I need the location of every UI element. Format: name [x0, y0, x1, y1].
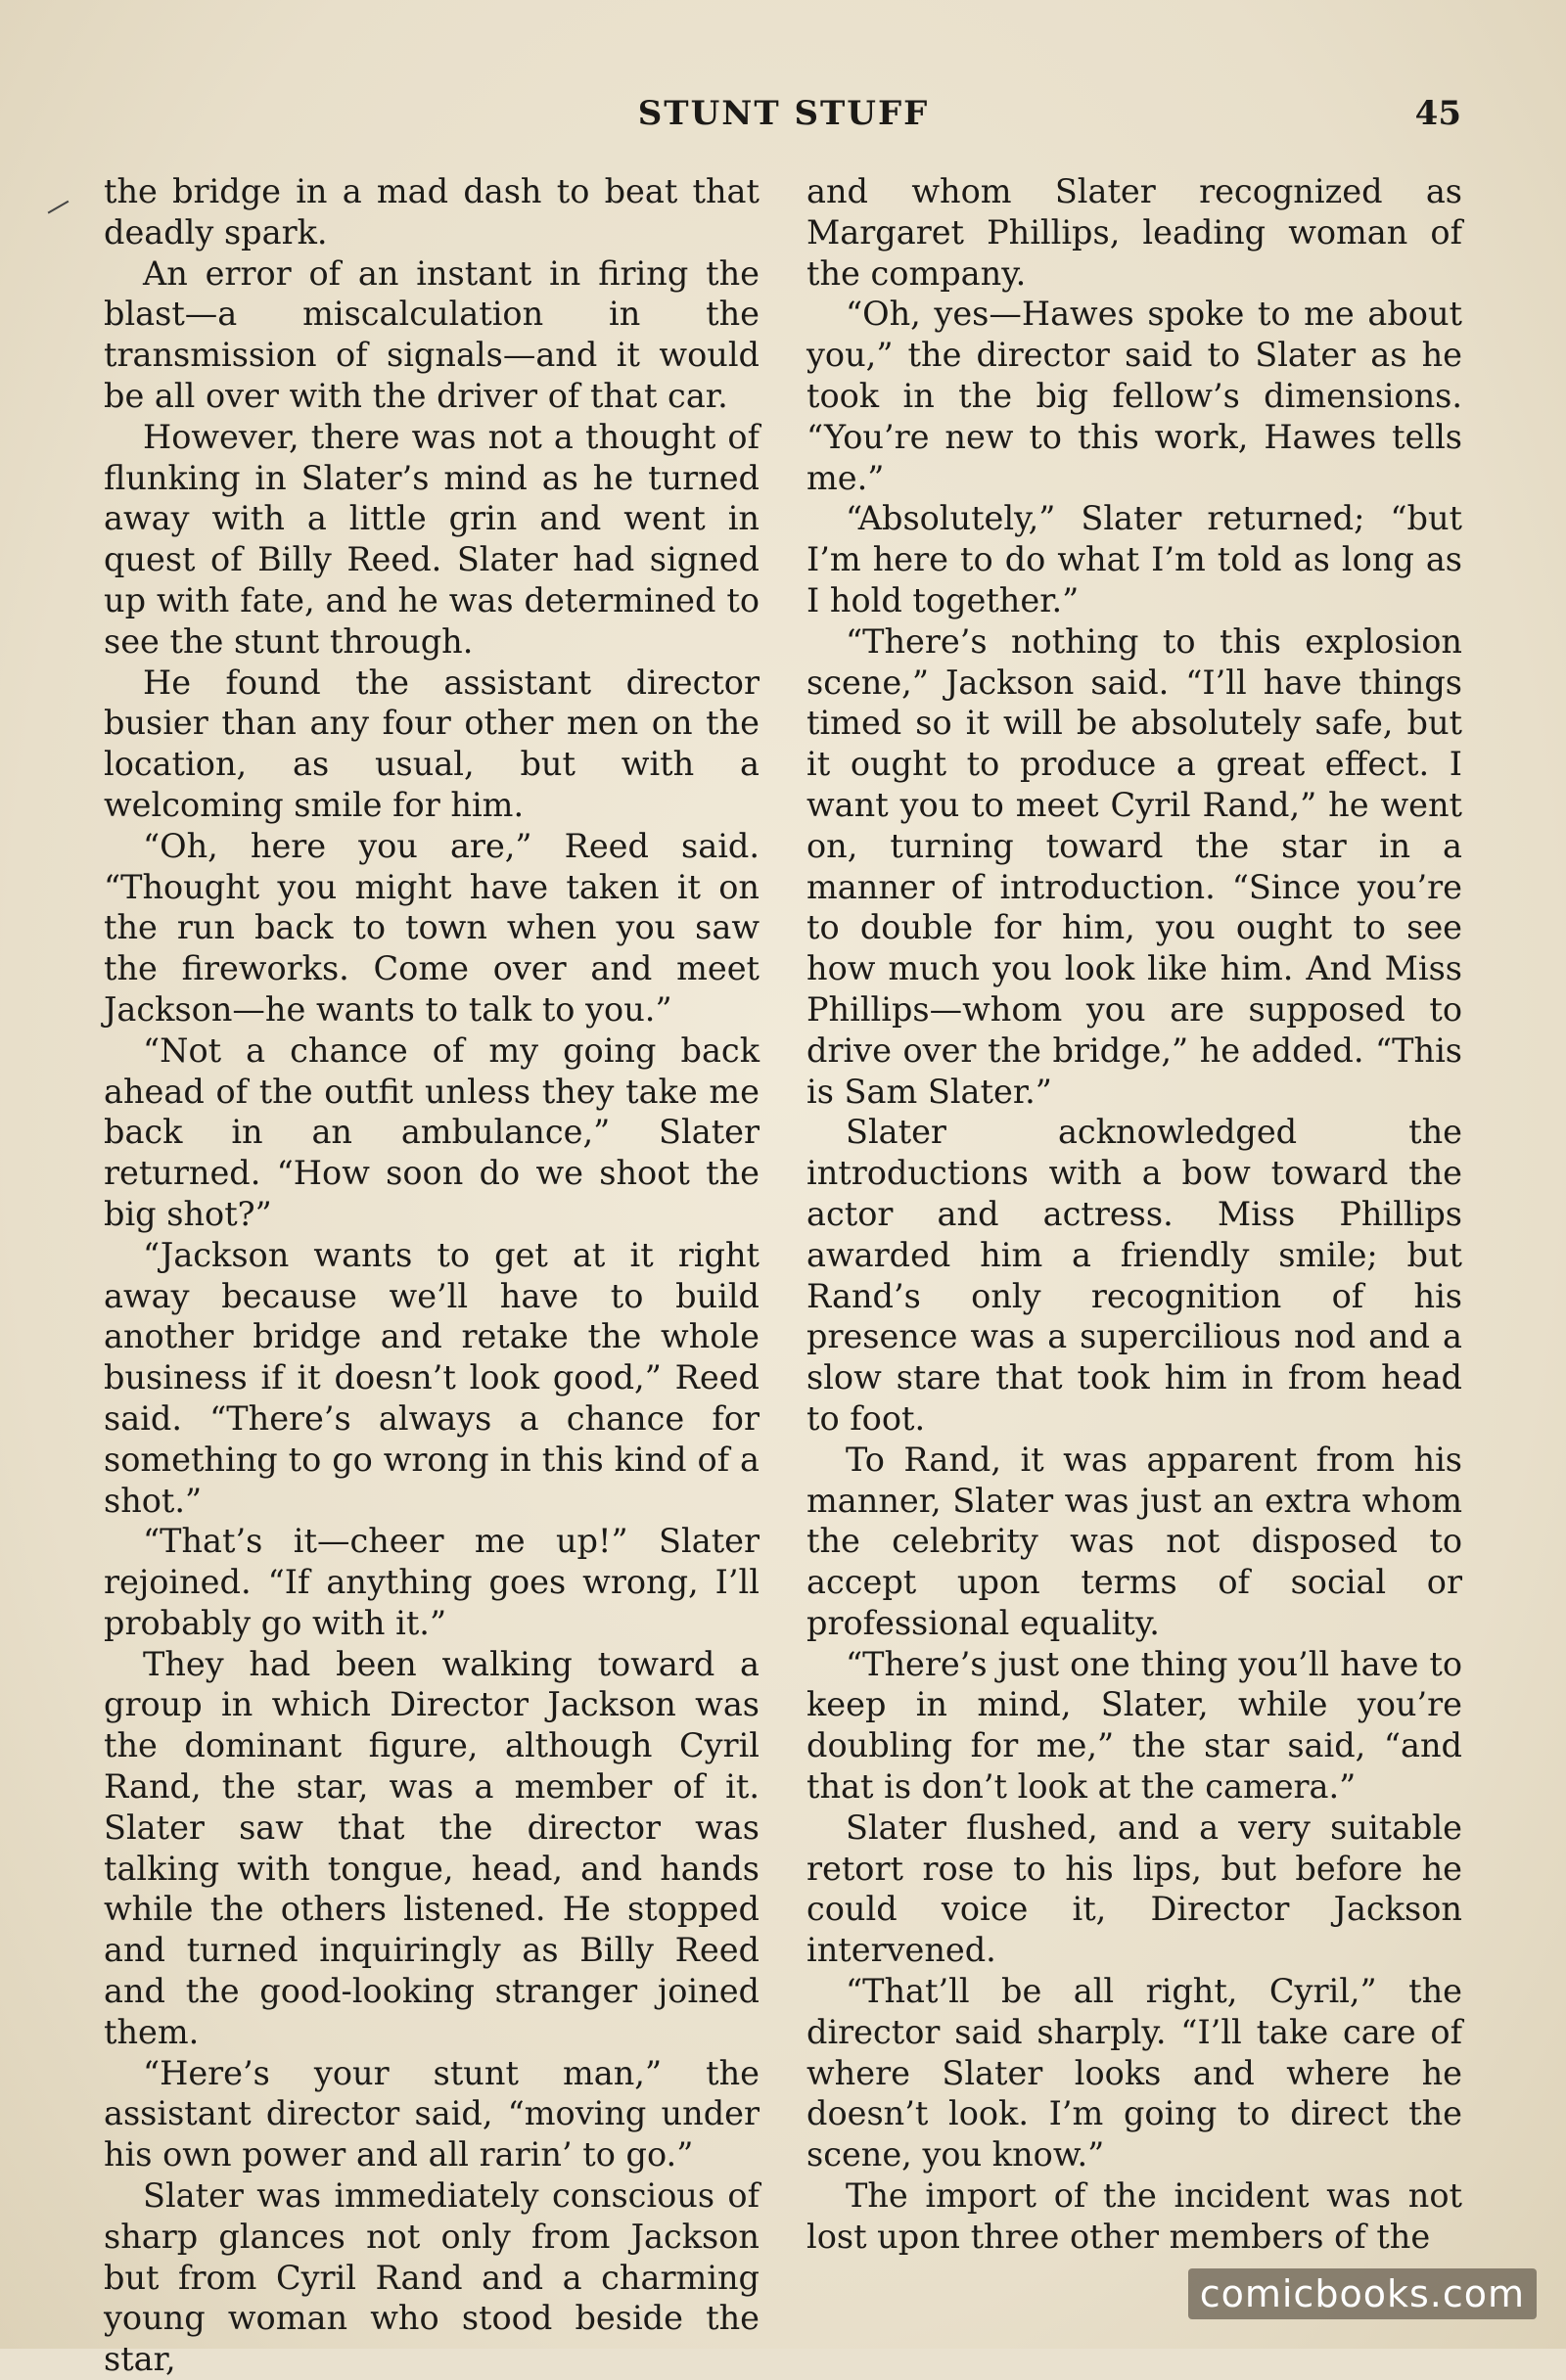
paragraph: the bridge in a mad dash to beat that deadly spark.: [104, 172, 760, 252]
paragraph: However, there was not a thought of flunking in Slater’s mind as he turned away with a little grin and went in quest of Billy Reed. Slater had signed up with fate, and he was determined to see the stunt through.: [104, 417, 760, 661]
right-column: [806, 171, 1462, 2258]
pencil-mark: [48, 201, 74, 222]
paragraph: Slater was immediately conscious of sharp glances not only from Jackson but from Cyril Rand and a charming young woman who stood beside the star,: [104, 2176, 760, 2379]
paragraph: Slater acknowledged the introductions with a bow toward the actor and actress. Miss Phillips awarded him a friendly smile; but Rand’s only recognition of his presence was a supercilious nod and a slow stare that took him in from head to foot.: [806, 1113, 1462, 1438]
left-column: [104, 171, 760, 2380]
paragraph: “Absolutely,” Slater returned; “but I’m here to do what I’m told as long as I hold together.”: [806, 499, 1462, 619]
paragraph: and whom Slater recognized as Margaret Phillips, leading woman of the company.: [806, 172, 1462, 293]
page-number: 45: [1414, 94, 1461, 133]
paragraph: “Oh, here you are,” Reed said. “Thought you might have taken it on the run back to town when you saw the fireworks. Come over and meet Jackson—he wants to talk to you.”: [104, 826, 760, 1029]
paragraph: “Oh, yes—Hawes spoke to me about you,” the director said to Slater as he took in the big fellow’s dimensions. “You’re new to this work, Hawes tells me.”: [806, 295, 1462, 497]
paragraph: “Here’s your stunt man,” the assistant director said, “moving under his own power and all rarin’ to go.”: [104, 2053, 760, 2174]
paragraph: An error of an instant in firing the blast—a miscalculation in the transmission of signals—and it would be all over with the driver of that car.: [104, 253, 760, 415]
paragraph: He found the assistant director busier than any four other men on the location, as usual, but with a welcoming smile for him.: [104, 663, 760, 824]
paragraph: “Not a chance of my going back ahead of the outfit unless they take me back in an ambulance,” Slater returned. “How soon do we shoot the big shot?”: [104, 1030, 760, 1233]
paragraph: “That’ll be all right, Cyril,” the director said sharply. “I’ll take care of where Slater looks and where he doesn’t look. I’m going to direct the scene, you know.”: [806, 1972, 1462, 2174]
paragraph: “Jackson wants to get at it right away because we’ll have to build another bridge and retake the whole business if it doesn’t look good,” Reed said. “There’s always a chance for something to go wrong in this kind of a shot.”: [104, 1235, 760, 1520]
paragraph: “That’s it—cheer me up!” Slater rejoined. “If anything goes wrong, I’ll probably go with it.”: [104, 1522, 760, 1642]
watermark-logo: comicbooks.com: [1188, 2268, 1537, 2319]
running-head: STUNT STUFF: [637, 94, 930, 133]
paragraph: “There’s nothing to this explosion scene,” Jackson said. “I’ll have things timed so it will be absolutely safe, but it ought to produce a great effect. I want you to meet Cyril Rand,” he went on, turning toward the star in a manner of introduction. “Since you’re to double for him, you ought to see how much you look like him. And Miss Phillips—whom you are supposed to drive over the bridge,” he added. “This is Sam Slater.”: [806, 621, 1462, 1111]
paragraph: Slater flushed, and a very suitable retort rose to his lips, but before he could voice it, Director Jackson intervened.: [806, 1808, 1462, 1970]
paragraph: The import of the incident was not lost upon three other members of the: [806, 2176, 1462, 2256]
paragraph: To Rand, it was apparent from his manner, Slater was just an extra whom the celebrity was not disposed to accept upon terms of social or professional equality.: [806, 1440, 1462, 1642]
paragraph: They had been walking toward a group in which Director Jackson was the dominant figure, although Cyril Rand, the star, was a member of it. Slater saw that the director was talking with tongue, head, and hands while the others listened. He stopped and turned inquiringly as Billy Reed and the good-looking stranger joined them.: [104, 1644, 760, 2051]
page-header: [106, 94, 1461, 143]
paragraph: “There’s just one thing you’ll have to keep in mind, Slater, while you’re doubling for me,” the star said, “and that is don’t look at the camera.”: [806, 1644, 1462, 1807]
